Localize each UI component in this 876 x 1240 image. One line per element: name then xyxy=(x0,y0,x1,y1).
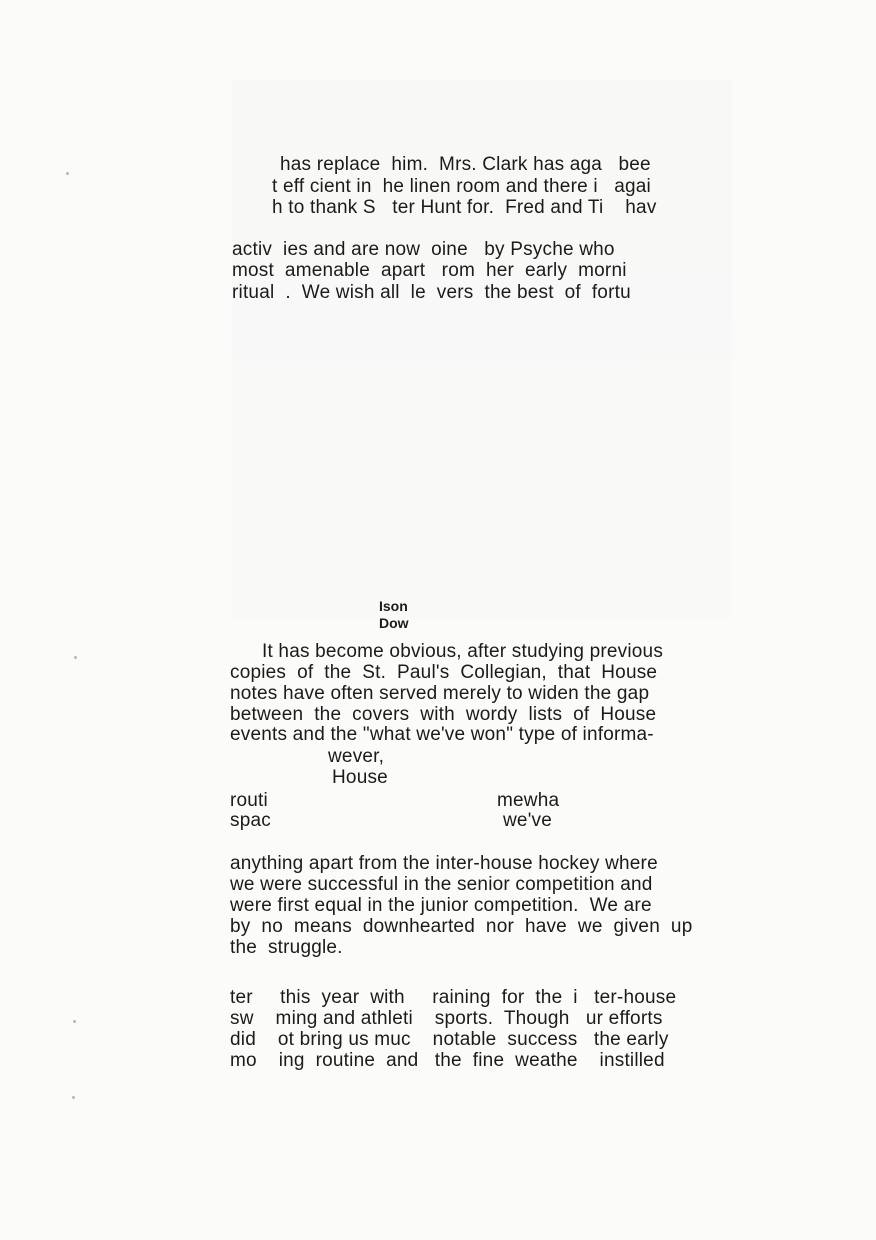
paragraph-line: copies of the St. Paul's Collegian, that House xyxy=(230,662,658,683)
section-heading-line1: Ison xyxy=(379,598,408,614)
paragraph-line: has replace him. Mrs. Clark has aga bee xyxy=(280,154,651,175)
paragraph-line: t eff cient in he linen room and there i agai xyxy=(272,176,651,197)
paragraph-line: wever, xyxy=(328,746,385,767)
paragraph-line: did ot bring us muc notable success the early xyxy=(230,1029,669,1050)
paragraph-line: by no means downhearted nor have we given up xyxy=(230,916,693,937)
paragraph-line: It has become obvious, after studying previous xyxy=(262,641,664,662)
paragraph-line: mo ing routine and the fine weathe instilled xyxy=(230,1050,665,1071)
paragraph-line: were first equal in the junior competition. We are xyxy=(230,895,652,916)
paragraph-line: ritual . We wish all le vers the best of fortu xyxy=(232,282,631,303)
paragraph-line: activ ies and are now oine by Psyche who xyxy=(232,239,615,260)
paragraph-line: h to thank S ter Hunt for. Fred and Ti hav xyxy=(272,197,657,218)
paragraph-line: ter this year with raining for the i ter-house xyxy=(230,987,677,1008)
paragraph-line: sw ming and athleti sports. Though ur efforts xyxy=(230,1008,663,1029)
paragraph-line: House xyxy=(332,767,388,788)
margin-speck xyxy=(66,172,69,175)
margin-speck xyxy=(72,1096,75,1099)
paragraph-line: notes have often served merely to widen the gap xyxy=(230,683,650,704)
text-fragment: mewha xyxy=(497,790,560,811)
paragraph-line: we were successful in the senior competition and xyxy=(230,874,653,895)
text-fragment: routi xyxy=(230,790,268,811)
margin-speck xyxy=(74,656,77,659)
paragraph-line: events and the "what we've won" type of informa- xyxy=(230,724,654,745)
paragraph-line: the struggle. xyxy=(230,937,343,958)
section-heading-line2: Dow xyxy=(379,615,409,631)
paragraph-line: most amenable apart rom her early morni xyxy=(232,260,627,281)
margin-speck xyxy=(73,1020,76,1023)
text-fragment: spac xyxy=(230,810,271,831)
paragraph-line: anything apart from the inter-house hockey where xyxy=(230,853,658,874)
paragraph-line: between the covers with wordy lists of House xyxy=(230,704,657,725)
text-fragment: we've xyxy=(503,810,552,831)
